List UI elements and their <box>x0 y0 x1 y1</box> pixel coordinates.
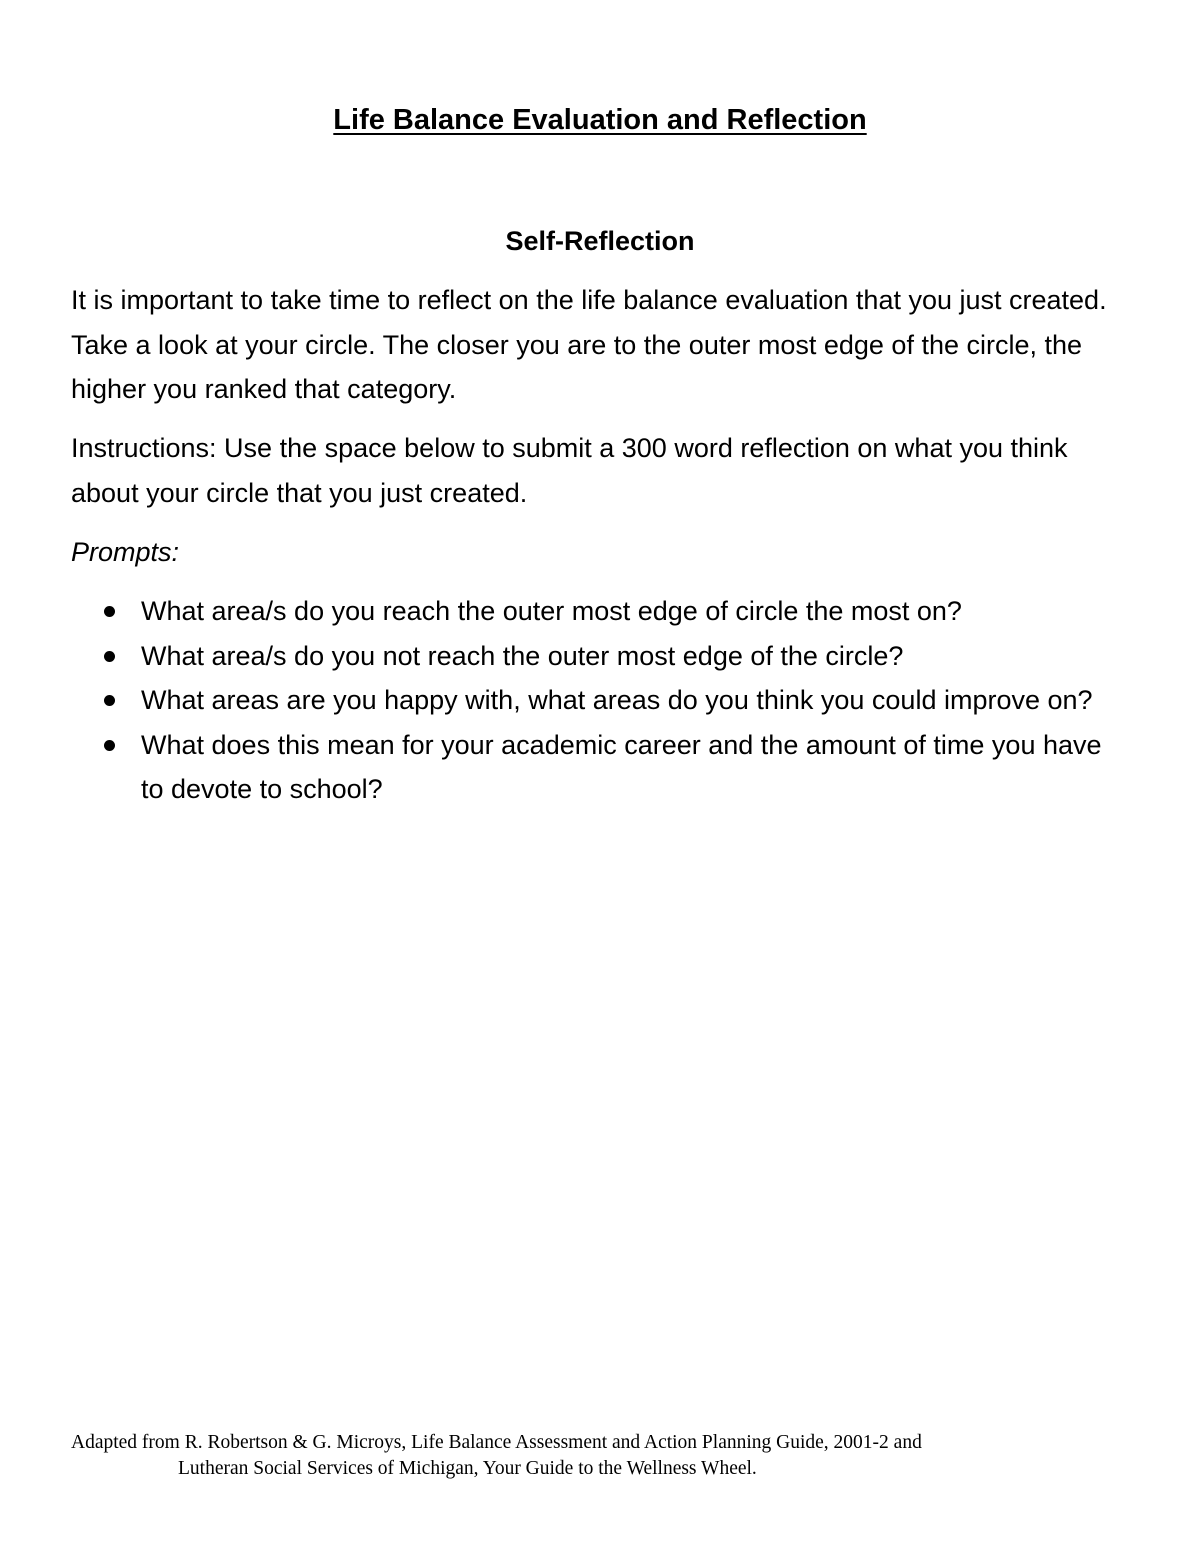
prompt-list <box>71 589 1131 812</box>
prompt-text: What areas are you happy with, what areas do you think you could improve on? <box>141 685 1093 715</box>
bullet-icon <box>104 651 115 662</box>
list-item <box>71 589 1131 634</box>
list-item <box>71 723 1131 812</box>
section-heading: Self-Reflection <box>505 226 695 256</box>
list-item <box>71 634 1131 679</box>
bullet-icon <box>104 740 115 751</box>
bullet-icon <box>104 606 115 617</box>
footer-citation <box>71 1430 1131 1482</box>
intro-paragraph: It is important to take time to reflect on the life balance evaluation that you just created. Take a look at your circle. The closer you are to the outer most edge of the circle, the higher you ranked that category. <box>71 285 1107 404</box>
prompt-text: What does this mean for your academic career and the amount of time you have to devote to school? <box>141 729 1102 804</box>
prompt-text: What area/s do you reach the outer most edge of circle the most on? <box>141 596 962 626</box>
footer-line-2: Lutheran Social Services of Michigan, Your Guide to the Wellness Wheel. <box>178 1458 757 1479</box>
footer-line-1: Adapted from R. Robertson & G. Microys, Life Balance Assessment and Action Planning Guide, 2001-2 and <box>71 1432 922 1453</box>
instructions-paragraph: Instructions: Use the space below to submit a 300 word reflection on what you think about your circle that you just created. <box>71 433 1068 508</box>
prompts-label: Prompts: <box>71 537 180 567</box>
list-item <box>71 678 1131 723</box>
bullet-icon <box>104 695 115 706</box>
prompt-text: What area/s do you not reach the outer most edge of the circle? <box>141 640 904 671</box>
document-title: Life Balance Evaluation and Reflection <box>333 104 867 136</box>
